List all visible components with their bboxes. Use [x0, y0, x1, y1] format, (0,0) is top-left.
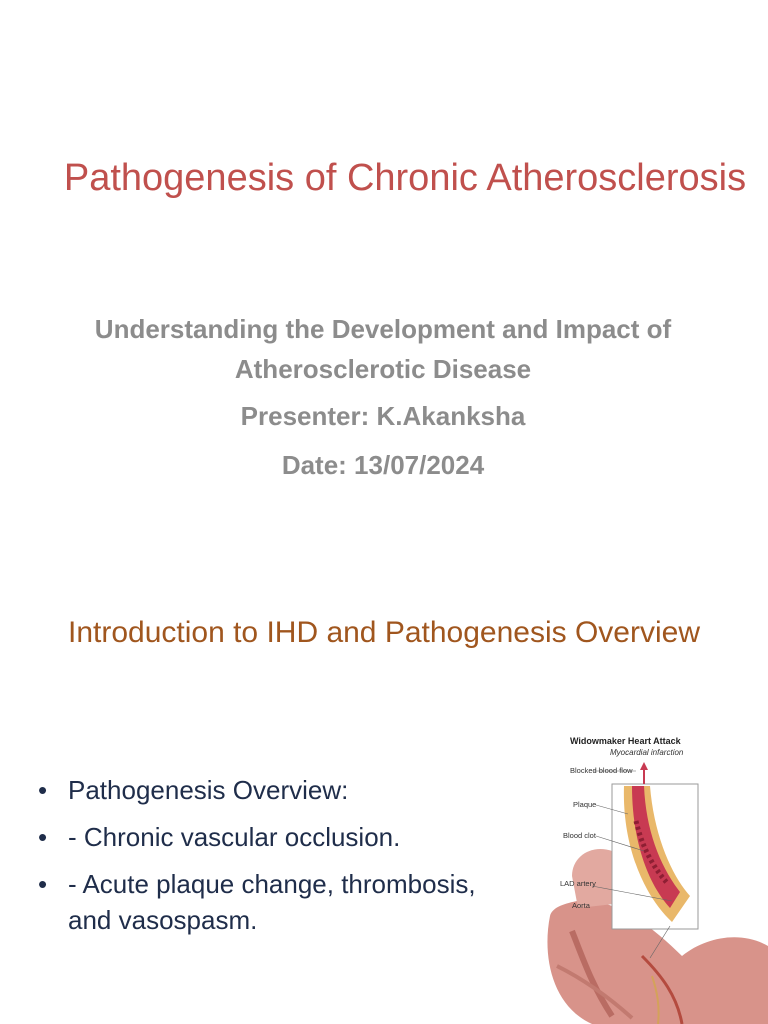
bullet-icon: • — [38, 822, 48, 852]
bullet-item — [34, 819, 504, 855]
heart-attack-illustration — [532, 726, 768, 1024]
figure-label: Plaque — [573, 800, 597, 809]
figure-subtitle: Myocardial infarction — [610, 748, 684, 757]
bullet-list — [34, 772, 504, 949]
bullet-item — [34, 866, 504, 938]
heart-artery-icon — [532, 726, 768, 1024]
slide-title: Introduction to IHD and Pathogenesis Overview — [67, 616, 700, 649]
slide-title: Pathogenesis of Chronic Atherosclerosis — [63, 157, 747, 199]
figure-title: Widowmaker Heart Attack — [570, 736, 681, 746]
presenter-line: Presenter: K.Akanksha — [240, 401, 526, 431]
figure-label: LAD artery — [560, 879, 596, 888]
bullet-text: - Chronic vascular occlusion. — [68, 822, 401, 852]
bullet-text: Pathogenesis Overview: — [68, 775, 349, 805]
figure-label: Aorta — [572, 901, 590, 910]
figure-label: Blood clot — [563, 831, 596, 840]
date-line: Date: 13/07/2024 — [281, 450, 485, 480]
intro-slide — [0, 576, 768, 1024]
figure-label: Blocked blood flow — [570, 766, 633, 775]
bullet-icon: • — [38, 775, 48, 805]
bullet-icon: • — [38, 869, 48, 899]
slide-subtitle: Understanding the Development and Impact of Atherosclerotic Disease — [94, 314, 672, 384]
bullet-item — [34, 772, 504, 808]
bullet-text: - Acute plaque change, thrombosis, and vasospasm. — [68, 869, 476, 935]
